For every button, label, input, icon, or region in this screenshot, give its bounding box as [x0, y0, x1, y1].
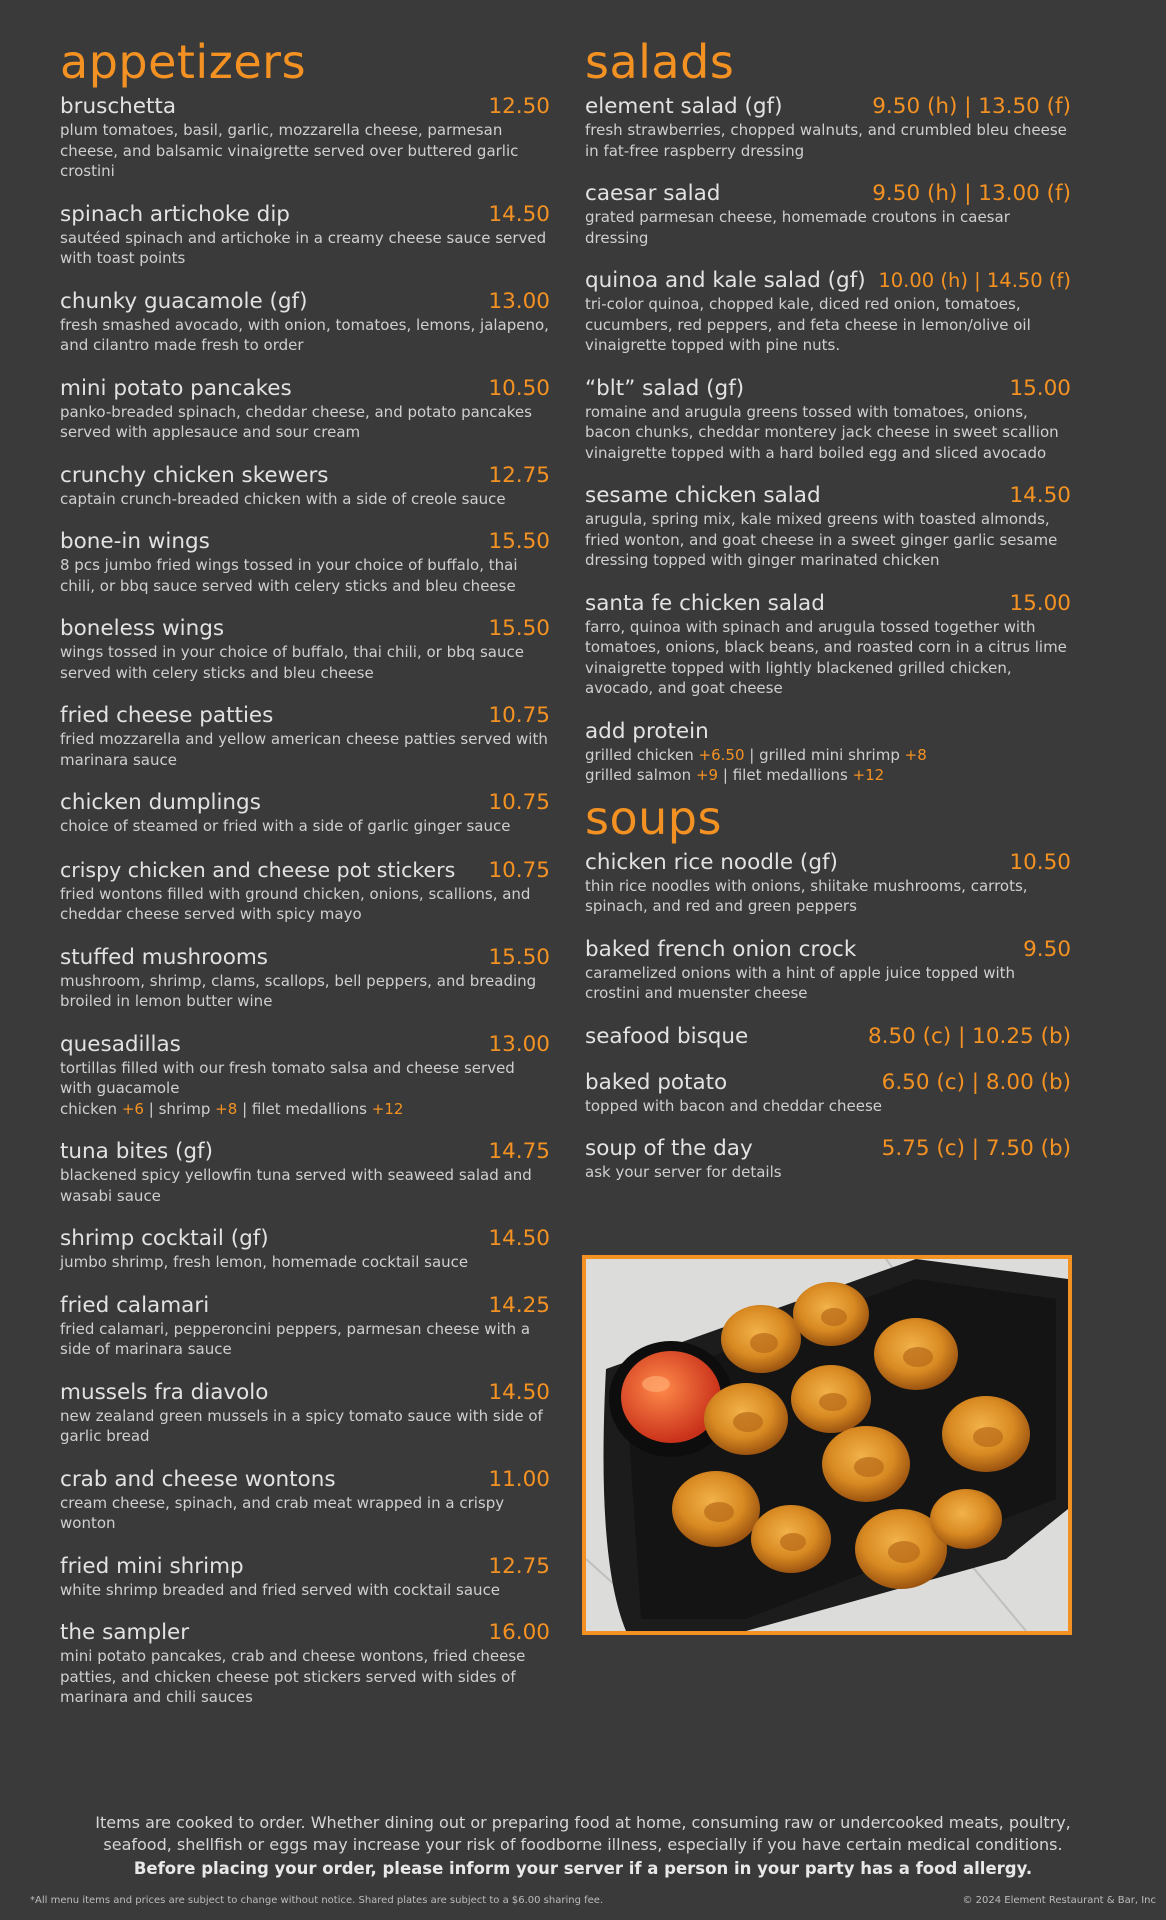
item-description: topped with bacon and cheddar cheese	[585, 1096, 883, 1115]
item-price: 9.50 (h) | 13.50 (f)	[872, 94, 1071, 119]
item-name: baked french onion crock	[585, 936, 857, 962]
item-price: 8.50 (c) | 10.25 (b)	[867, 1023, 1071, 1049]
menu-item	[585, 94, 1071, 161]
item-description: fresh smashed avocado, with onion, tomatoes, lemons, jalapeno, and cilantro made fresh to order	[60, 315, 549, 354]
item-name: the sampler	[60, 1620, 190, 1645]
separator: |	[242, 1099, 248, 1118]
addon-label: filet medallions	[732, 766, 848, 784]
item-name: “blt” salad (gf)	[585, 375, 745, 401]
item-description: farro, quinoa with spinach and arugula tossed together with tomatoes, onions, black beans, and roasted corn in a citrus lime vinaigrette topped with lightly blackened grilled chicken, avocado, and goat cheese	[585, 617, 1067, 697]
item-name: crispy chicken and cheese pot stickers	[60, 857, 456, 882]
item-name: boneless wings	[60, 616, 225, 641]
item-name: soup of the day	[585, 1136, 753, 1161]
item-price: 11.00	[488, 1466, 550, 1492]
item-name: mussels fra diavolo	[60, 1379, 269, 1405]
item-description: caramelized onions with a hint of apple juice topped with crostini and muenster cheese	[585, 963, 1016, 1002]
wontons-illustration	[586, 1259, 1068, 1631]
appetizers-column	[60, 36, 550, 1728]
item-description: blackened spicy yellowfin tuna served with seaweed salad and wasabi sauce	[60, 1166, 532, 1205]
item-description: panko-breaded spinach, cheddar cheese, and potato pancakes served with applesauce and sour cream	[60, 402, 532, 441]
menu-item	[585, 1024, 1071, 1050]
copyright: © 2024 Element Restaurant & Bar, Inc	[962, 1895, 1156, 1906]
menu-item	[60, 1032, 550, 1120]
item-price: 10.00 (h) | 14.50 (f)	[878, 269, 1071, 292]
footer	[0, 1812, 1166, 1881]
item-price: 14.25	[488, 1292, 550, 1318]
item-price: 12.75	[488, 462, 550, 488]
separator: |	[722, 766, 728, 784]
item-description: fried wontons filled with ground chicken, onions, scallions, and cheddar cheese served with spicy mayo	[60, 884, 531, 923]
item-description: fresh strawberries, chopped walnuts, and crumbled bleu cheese in fat-free raspberry dressing	[585, 121, 1067, 160]
salads-soups-column	[585, 36, 1071, 1203]
menu-item	[60, 1226, 550, 1273]
addon-label: grilled chicken	[585, 745, 694, 764]
item-name: seafood bisque	[585, 1023, 749, 1049]
item-name: shrimp cocktail (gf)	[60, 1226, 269, 1251]
separator: |	[148, 1099, 154, 1118]
item-name: chunky guacamole (gf)	[60, 288, 308, 314]
menu-item	[60, 463, 550, 510]
protein-line-1	[585, 745, 1071, 766]
allergy-notice-line-1: Items are cooked to order. Whether dining out or preparing food at home, consuming raw or undercooked meats, poultry,	[95, 1813, 1071, 1832]
menu-item	[585, 937, 1071, 1004]
item-description: new zealand green mussels in a spicy tomato sauce with side of garlic bread	[60, 1406, 543, 1445]
item-price: 9.50	[1023, 936, 1071, 962]
menu-item	[60, 289, 550, 356]
addon-price: +8	[904, 745, 927, 764]
item-description: thin rice noodles with onions, shiitake mushrooms, carrots, spinach, and red and green peppers	[585, 876, 1028, 915]
item-price: 15.00	[1009, 375, 1071, 401]
separator: |	[749, 745, 755, 764]
item-name: element salad (gf)	[585, 94, 783, 119]
menu-item	[60, 945, 550, 1012]
menu-item	[585, 268, 1071, 356]
item-price: 13.00	[488, 288, 550, 314]
item-description: sautéed spinach and artichoke in a creamy cheese sauce served with toast points	[60, 228, 547, 267]
item-price: 5.75 (c) | 7.50 (b)	[881, 1136, 1071, 1161]
addon-price: +9	[695, 766, 719, 784]
item-name: fried cheese patties	[60, 703, 274, 728]
menu-item	[60, 529, 550, 596]
allergy-notice-bold: Before placing your order, please inform your server if a person in your party has a food allergy.	[133, 1859, 1033, 1878]
item-description: fried calamari, pepperoncini peppers, parmesan cheese with a side of marinara sauce	[60, 1319, 531, 1358]
menu-item	[60, 790, 550, 837]
item-name: stuffed mushrooms	[60, 944, 268, 970]
addon-label: shrimp	[158, 1099, 211, 1118]
item-description: mini potato pancakes, crab and cheese wontons, fried cheese patties, and chicken cheese pot stickers served with sides of marinara and chili sauces	[60, 1647, 526, 1706]
item-name: chicken dumplings	[60, 790, 261, 815]
menu-item	[60, 1380, 550, 1447]
item-description: grated parmesan cheese, homemade croutons in caesar dressing	[585, 208, 1010, 247]
item-price: 12.75	[488, 1553, 550, 1579]
item-price: 14.50	[1009, 483, 1071, 508]
salads-title: salads	[585, 35, 735, 89]
item-price: 14.50	[488, 1226, 550, 1251]
item-description: tri-color quinoa, chopped kale, diced red onion, tomatoes, cucumbers, red peppers, and feta cheese in lemon/olive oil vinaigrette topped with pine nuts.	[585, 295, 1031, 354]
menu-item	[585, 181, 1071, 248]
item-price: 15.50	[488, 944, 550, 970]
item-name: caesar salad	[585, 181, 721, 206]
item-description: choice of steamed or fried with a side of garlic ginger sauce	[60, 817, 511, 835]
item-price: 14.50	[488, 201, 550, 227]
item-name: fried mini shrimp	[60, 1553, 244, 1579]
item-description: cream cheese, spinach, and crab meat wrapped in a crispy wonton	[60, 1493, 505, 1532]
item-name: crunchy chicken skewers	[60, 462, 329, 488]
price-disclaimer: *All menu items and prices are subject to change without notice. Shared plates are subject to a $6.00 sharing fee.	[30, 1895, 604, 1906]
item-name: spinach artichoke dip	[60, 201, 290, 227]
menu-item	[585, 850, 1071, 917]
addon-price: +12	[371, 1099, 404, 1118]
menu-item	[60, 1293, 550, 1360]
item-name: sesame chicken salad	[585, 483, 821, 508]
addon-label: filet medallions	[251, 1099, 367, 1118]
item-description: wings tossed in your choice of buffalo, thai chili, or bbq sauce served with celery sticks and bleu cheese	[60, 643, 524, 682]
menu-item	[60, 376, 550, 443]
item-name: chicken rice noodle (gf)	[585, 849, 838, 875]
quesadilla-addons	[60, 1099, 550, 1120]
menu-item	[585, 1070, 1071, 1117]
item-description: 8 pcs jumbo fried wings tossed in your choice of buffalo, thai chili, or bbq sauce served with celery sticks and bleu cheese	[60, 556, 518, 595]
item-description: captain crunch-breaded chicken with a side of creole sauce	[60, 489, 506, 508]
item-description: fried mozzarella and yellow american cheese patties served with marinara sauce	[60, 730, 548, 769]
addon-label: grilled salmon	[585, 766, 692, 784]
item-price: 13.00	[488, 1031, 550, 1057]
item-price: 14.50	[488, 1379, 550, 1405]
menu-item	[60, 1554, 550, 1601]
item-name: bone-in wings	[60, 529, 210, 554]
menu-item	[60, 616, 550, 683]
menu-item	[60, 202, 550, 269]
item-name: mini potato pancakes	[60, 375, 292, 401]
item-description: ask your server for details	[585, 1163, 782, 1181]
item-description: plum tomatoes, basil, garlic, mozzarella cheese, parmesan cheese, and balsamic vinaigrette served over buttered garlic crostini	[60, 121, 519, 180]
item-description: arugula, spring mix, kale mixed greens with toasted almonds, fried wonton, and goat cheese in a sweet ginger garlic sesame dressing topped with ginger marinated chicken	[585, 510, 1058, 569]
menu-item	[60, 94, 550, 182]
protein-line-2	[585, 765, 1071, 786]
item-name: santa fe chicken salad	[585, 590, 825, 616]
allergy-notice-line-2: seafood, shellfish or eggs may increase your risk of foodborne illness, especially if you have certain medical conditions.	[103, 1835, 1063, 1854]
addon-label: grilled mini shrimp	[759, 745, 900, 764]
menu-item	[585, 376, 1071, 464]
add-protein-title: add protein	[585, 718, 709, 744]
item-description: mushroom, shrimp, clams, scallops, bell peppers, and breading broiled in lemon butter wine	[60, 971, 537, 1010]
add-protein	[585, 719, 1071, 786]
item-name: quinoa and kale salad (gf)	[585, 268, 866, 293]
item-description: romaine and arugula greens tossed with tomatoes, onions, bacon chunks, cheddar monterey jack cheese in sweet scallion vinaigrette topped with a hard boiled egg and sliced avocado	[585, 402, 1059, 462]
item-description: jumbo shrimp, fresh lemon, homemade cocktail sauce	[60, 1253, 469, 1271]
addon-price: +6.50	[698, 745, 745, 764]
item-name: baked potato	[585, 1069, 728, 1095]
item-name: tuna bites (gf)	[60, 1139, 213, 1164]
addon-price: +8	[215, 1099, 238, 1118]
item-name: bruschetta	[60, 94, 177, 119]
item-price: 15.50	[488, 529, 550, 554]
item-price: 10.50	[1009, 849, 1071, 875]
menu-item	[585, 1136, 1071, 1183]
item-price: 16.00	[488, 1620, 550, 1645]
item-name: quesadillas	[60, 1031, 181, 1057]
item-price: 14.75	[488, 1139, 550, 1164]
food-photo	[582, 1255, 1072, 1635]
item-name: fried calamari	[60, 1292, 210, 1318]
menu-item	[60, 703, 550, 770]
item-price: 12.50	[488, 94, 550, 119]
menu-item	[585, 483, 1071, 571]
menu-item	[60, 1139, 550, 1206]
item-name: crab and cheese wontons	[60, 1466, 336, 1492]
item-price: 6.50 (c) | 8.00 (b)	[881, 1069, 1071, 1095]
menu-item	[60, 1620, 550, 1708]
soups-title: soups	[585, 790, 722, 845]
menu-item	[60, 857, 550, 925]
item-price: 10.50	[488, 375, 550, 401]
addon-price: +12	[852, 766, 885, 784]
menu-item	[60, 1467, 550, 1534]
item-price: 15.50	[488, 616, 550, 641]
menu-item	[585, 591, 1071, 699]
addon-price: +6	[121, 1099, 144, 1118]
item-price: 15.00	[1009, 590, 1071, 616]
item-price: 10.75	[488, 703, 550, 728]
appetizers-title: appetizers	[60, 35, 307, 89]
item-description: white shrimp breaded and fried served with cocktail sauce	[60, 1580, 501, 1599]
item-description: tortillas filled with our fresh tomato salsa and cheese served with guacamole	[60, 1058, 515, 1097]
item-price: 10.75	[488, 857, 550, 883]
item-price: 9.50 (h) | 13.00 (f)	[872, 181, 1071, 206]
addon-label: chicken	[60, 1099, 118, 1118]
item-price: 10.75	[488, 790, 550, 815]
